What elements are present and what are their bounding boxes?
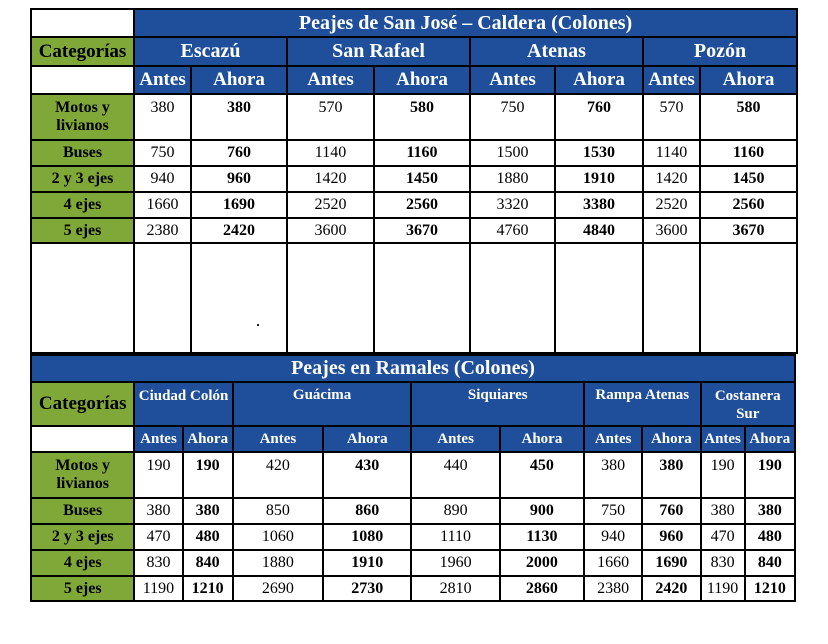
subheader-ahora: Ahora — [191, 66, 287, 94]
value-cell: 2810 — [411, 576, 499, 601]
title-spacer — [31, 9, 134, 37]
value-cell: 4760 — [470, 218, 555, 243]
value-cell: 1910 — [555, 166, 643, 192]
value-cell: 4840 — [555, 218, 643, 243]
group-header-san-rafael: San Rafael — [287, 37, 470, 66]
value-cell: 1910 — [323, 550, 411, 576]
subheader-antes: Antes — [134, 66, 191, 94]
value-cell: 1130 — [500, 524, 584, 550]
value-cell: 3320 — [470, 192, 555, 218]
value-cell: 190 — [701, 452, 745, 498]
row-label: Buses — [31, 140, 134, 166]
value-cell: 760 — [191, 140, 287, 166]
value-cell: 470 — [134, 524, 182, 550]
empty-cell — [134, 243, 191, 353]
value-cell: 480 — [745, 524, 795, 550]
value-cell: 440 — [411, 452, 499, 498]
value-cell: 750 — [470, 94, 555, 140]
value-cell: 2560 — [700, 192, 797, 218]
category-header: Categorías — [31, 37, 134, 66]
value-cell: 380 — [584, 452, 642, 498]
group-header-rampa-atenas: Rampa Atenas — [584, 382, 700, 426]
row-label: 5 ejes — [31, 576, 134, 601]
row-label: 2 y 3 ejes — [31, 524, 134, 550]
value-cell: 2520 — [643, 192, 700, 218]
value-cell: 380 — [183, 498, 233, 524]
value-cell: 1450 — [700, 166, 797, 192]
category-header: Categorías — [31, 382, 134, 426]
value-cell: 1960 — [411, 550, 499, 576]
value-cell: 1210 — [745, 576, 795, 601]
value-cell: 1660 — [584, 550, 642, 576]
value-cell: 3380 — [555, 192, 643, 218]
subheader-spacer — [31, 66, 134, 94]
value-cell: 1210 — [183, 576, 233, 601]
value-cell: 2000 — [500, 550, 584, 576]
empty-cell — [191, 243, 287, 353]
value-cell: 940 — [134, 166, 191, 192]
group-header-atenas: Atenas — [470, 37, 643, 66]
subheader-ahora: Ahora — [500, 426, 584, 452]
subheader-antes: Antes — [287, 66, 374, 94]
subheader-antes: Antes — [643, 66, 700, 94]
row-label: 4 ejes — [31, 192, 134, 218]
subheader-antes: Antes — [233, 426, 323, 452]
ramales-toll-table — [30, 354, 796, 602]
value-cell: 380 — [134, 94, 191, 140]
value-cell: 960 — [642, 524, 700, 550]
value-cell: 830 — [701, 550, 745, 576]
value-cell: 2730 — [323, 576, 411, 601]
value-cell: 380 — [642, 452, 700, 498]
value-cell: 1140 — [643, 140, 700, 166]
value-cell: 380 — [701, 498, 745, 524]
value-cell: 1690 — [642, 550, 700, 576]
value-cell: 1420 — [643, 166, 700, 192]
value-cell: 2520 — [287, 192, 374, 218]
value-cell: 3670 — [374, 218, 470, 243]
row-label: 4 ejes — [31, 550, 134, 576]
value-cell: 190 — [134, 452, 182, 498]
value-cell: 380 — [745, 498, 795, 524]
subheader-ahora: Ahora — [555, 66, 643, 94]
empty-cell — [643, 243, 700, 353]
value-cell: 2380 — [134, 218, 191, 243]
table-title: Peajes en Ramales (Colones) — [31, 355, 795, 382]
value-cell: 1140 — [287, 140, 374, 166]
value-cell: 1160 — [374, 140, 470, 166]
value-cell: 190 — [745, 452, 795, 498]
empty-cell — [700, 243, 797, 353]
value-cell: 940 — [584, 524, 642, 550]
subheader-ahora: Ahora — [183, 426, 233, 452]
table-row — [31, 576, 795, 601]
value-cell: 450 — [500, 452, 584, 498]
value-cell: 380 — [134, 498, 182, 524]
table-row — [31, 192, 797, 218]
value-cell: 1500 — [470, 140, 555, 166]
subheader-ahora: Ahora — [642, 426, 700, 452]
row-label: Motos y livianos — [31, 452, 134, 498]
value-cell: 2560 — [374, 192, 470, 218]
san-jose-caldera-toll-table — [30, 8, 798, 354]
stray-dot — [257, 324, 259, 326]
group-header-ciudad-colon: Ciudad Colón — [134, 382, 232, 426]
value-cell: 760 — [642, 498, 700, 524]
value-cell: 890 — [411, 498, 499, 524]
empty-cell — [374, 243, 470, 353]
value-cell: 960 — [191, 166, 287, 192]
value-cell: 430 — [323, 452, 411, 498]
table-row — [31, 94, 797, 140]
subheader-ahora: Ahora — [323, 426, 411, 452]
value-cell: 1160 — [700, 140, 797, 166]
value-cell: 750 — [584, 498, 642, 524]
subheader-antes: Antes — [411, 426, 499, 452]
value-cell: 570 — [643, 94, 700, 140]
value-cell: 1110 — [411, 524, 499, 550]
value-cell: 830 — [134, 550, 182, 576]
value-cell: 850 — [233, 498, 323, 524]
empty-cell — [287, 243, 374, 353]
value-cell: 750 — [134, 140, 191, 166]
empty-cell — [31, 243, 134, 353]
value-cell: 3670 — [700, 218, 797, 243]
value-cell: 580 — [374, 94, 470, 140]
table-row — [31, 524, 795, 550]
value-cell: 840 — [745, 550, 795, 576]
empty-cell — [555, 243, 643, 353]
value-cell: 2420 — [191, 218, 287, 243]
table-row — [31, 550, 795, 576]
value-cell: 190 — [183, 452, 233, 498]
value-cell: 580 — [700, 94, 797, 140]
value-cell: 420 — [233, 452, 323, 498]
subheader-antes: Antes — [584, 426, 642, 452]
table-row — [31, 218, 797, 243]
value-cell: 3600 — [287, 218, 374, 243]
value-cell: 570 — [287, 94, 374, 140]
subheader-ahora: Ahora — [745, 426, 795, 452]
table-row — [31, 140, 797, 166]
value-cell: 1060 — [233, 524, 323, 550]
value-cell: 840 — [183, 550, 233, 576]
group-header-costanera-sur: Costanera Sur — [701, 382, 796, 426]
row-label: Motos y livianos — [31, 94, 134, 140]
row-label: 2 y 3 ejes — [31, 166, 134, 192]
value-cell: 1190 — [134, 576, 182, 601]
value-cell: 1660 — [134, 192, 191, 218]
subheader-antes: Antes — [134, 426, 182, 452]
value-cell: 380 — [191, 94, 287, 140]
table-row — [31, 498, 795, 524]
value-cell: 860 — [323, 498, 411, 524]
value-cell: 470 — [701, 524, 745, 550]
value-cell: 1190 — [701, 576, 745, 601]
value-cell: 1450 — [374, 166, 470, 192]
group-header-pozon: Pozón — [643, 37, 797, 66]
subheader-antes: Antes — [701, 426, 745, 452]
subheader-ahora: Ahora — [374, 66, 470, 94]
group-header-escazu: Escazú — [134, 37, 287, 66]
group-header-guacima: Guácima — [233, 382, 412, 426]
subheader-antes: Antes — [470, 66, 555, 94]
value-cell: 1690 — [191, 192, 287, 218]
value-cell: 2860 — [500, 576, 584, 601]
value-cell: 2690 — [233, 576, 323, 601]
value-cell: 2380 — [584, 576, 642, 601]
value-cell: 480 — [183, 524, 233, 550]
table-row — [31, 452, 795, 498]
value-cell: 2420 — [642, 576, 700, 601]
value-cell: 3600 — [643, 218, 700, 243]
table-title: Peajes de San José – Caldera (Colones) — [134, 9, 797, 37]
subheader-spacer — [31, 426, 134, 452]
table-row — [31, 166, 797, 192]
value-cell: 760 — [555, 94, 643, 140]
group-header-siquiares: Siquiares — [411, 382, 584, 426]
value-cell: 1880 — [470, 166, 555, 192]
value-cell: 1080 — [323, 524, 411, 550]
empty-cell — [470, 243, 555, 353]
value-cell: 1530 — [555, 140, 643, 166]
row-label: 5 ejes — [31, 218, 134, 243]
empty-row — [31, 243, 797, 353]
value-cell: 1880 — [233, 550, 323, 576]
value-cell: 1420 — [287, 166, 374, 192]
subheader-ahora: Ahora — [700, 66, 797, 94]
row-label: Buses — [31, 498, 134, 524]
value-cell: 900 — [500, 498, 584, 524]
